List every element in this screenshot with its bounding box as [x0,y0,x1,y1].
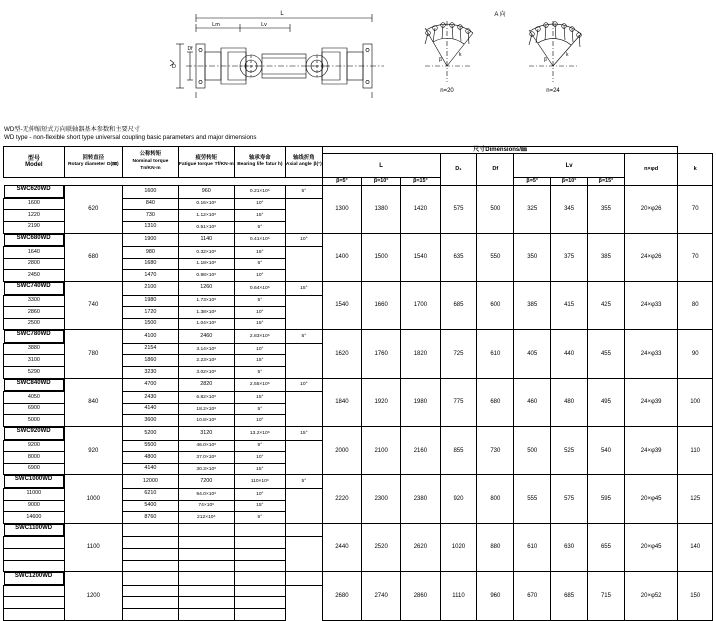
cell-axial-angle [234,608,285,620]
cell-bearing-life: 46.0×10⁶ [178,440,234,452]
cell-k: 140 [678,523,713,571]
cell-bearing-life [178,608,234,620]
cell-bearing-life: 94.0×10⁶ [178,489,234,501]
cell-bearing-life: 110×10⁶ [234,475,285,489]
cell-Lv-beta10: 345 [551,185,588,233]
cell-axial-angle [285,572,322,586]
cell-Lv-beta5: 350 [514,233,551,281]
cell-axial-angle: 15° [234,210,285,222]
cell-nominal-torque: 4100 [122,330,178,344]
cell-rotary-diameter: 1000 [64,475,122,523]
cell-fatigue-torque [178,572,234,586]
cell-model: SWC740WD [4,282,64,295]
cell-nxd: 20×φ26 [624,185,678,233]
cell-Lv-beta15: 595 [588,475,625,523]
cell-bearing-life: 1.04×10⁶ [178,318,234,330]
cell-L-beta10: 1500 [362,233,401,281]
cell-L-beta15: 2380 [401,475,440,523]
cell-model: SWC1200WD [4,572,64,585]
cell-bearing-life: 13.2×10⁶ [234,427,285,441]
header-Lv-beta15: β=15° [588,178,625,186]
svg-text:Df: Df [187,46,193,52]
cell-bearing-life: 2.55×10⁶ [234,378,285,392]
cell-nominal-torque [122,572,178,586]
header-Lv: Lv [514,154,625,178]
cell-bearing-life [178,597,234,609]
header-L-beta10: β=10° [362,178,401,186]
cell-k: 70 [678,185,713,233]
cell-Df: 500 [477,185,514,233]
cell-L-beta5: 1620 [322,330,361,378]
cell-model: SWC840WD [4,379,64,392]
cell-rotary-diameter: 620 [64,185,122,233]
cell-bearing-life: 1.12×10⁶ [178,210,234,222]
cell-model: SWC920WD [4,427,64,440]
cell-bearing-life: 0.98×10⁶ [178,270,234,282]
cell-L-beta5: 2000 [322,427,361,475]
svg-text:β: β [439,57,442,63]
cell-L-beta15: 1820 [401,330,440,378]
cell-axial-angle: 10° [285,378,322,392]
cell-nominal-torque: 9000 [4,500,65,512]
cell-L-beta15: 1980 [401,378,440,426]
cell-fatigue-torque: 980 [122,247,178,259]
cell-nxd: 20×φ45 [624,475,678,523]
cell-bearing-life: 74×10⁶ [178,500,234,512]
cell-fatigue-torque [122,560,178,572]
cell-D1: 575 [440,185,477,233]
cell-bearing-life: 2.23×10⁶ [178,355,234,367]
cell-bearing-life [234,523,285,537]
cell-nxd: 20×φ45 [624,523,678,571]
cell-bearing-life [178,548,234,560]
cell-fatigue-torque: 1680 [122,258,178,270]
svg-text:Lm: Lm [212,22,220,28]
cell-rotary-diameter: 1100 [64,523,122,571]
cell-Lv-beta15: 455 [588,330,625,378]
cell-nxd: 24×φ33 [624,330,678,378]
cell-Lv-beta10: 685 [551,572,588,620]
cell-axial-angle [234,597,285,609]
cell-axial-angle: 5° [234,403,285,415]
cell-bearing-life: 212×10⁶ [178,512,234,524]
cell-nominal-torque: 3100 [4,355,65,367]
cell-D1: 685 [440,281,477,329]
cell-model: SWC1000WD [4,475,64,488]
cell-model: SWC1100WD [4,524,64,537]
cell-nominal-torque: 5290 [4,367,65,379]
header-axial-angle: 轴线折角 Axial angle β(°) [285,147,322,178]
cell-D1: 1110 [440,572,477,620]
cell-fatigue-torque [178,523,234,537]
cell-nominal-torque: 8000 [4,452,65,464]
cell-nominal-torque: 9200 [4,440,65,452]
cell-fatigue-torque [122,585,178,597]
cell-Lv-beta5: 405 [514,330,551,378]
cell-bearing-life [178,537,234,549]
cell-k: 150 [678,572,713,620]
cell-axial-angle: 15° [234,500,285,512]
cell-Lv-beta5: 500 [514,427,551,475]
cell-L-beta15: 2160 [401,427,440,475]
cell-Lv-beta15: 495 [588,378,625,426]
cell-axial-angle: 10° [285,233,322,247]
cell-nominal-torque: 2190 [4,221,65,233]
cell-L-beta15: 1700 [401,281,440,329]
header-k: k [678,154,713,185]
cell-bearing-life: 2.83×10⁶ [234,330,285,344]
table-row [4,233,713,247]
header-bearing-life: 轴承寿命 Bearing life fatur h) [234,147,285,178]
cell-axial-angle: 5° [285,330,322,344]
header-nominal-torque: 公称转矩 Nominal torque Tn/KN·m [122,147,178,178]
cell-axial-angle: 10° [234,307,285,319]
cell-axial-angle: 5° [285,475,322,489]
cell-L-beta5: 1540 [322,281,361,329]
cell-D1: 775 [440,378,477,426]
cell-nominal-torque: 1600 [122,185,178,198]
header-D1: D₁ [440,154,477,185]
cell-axial-angle [285,523,322,537]
cell-nominal-torque [4,560,65,572]
cell-D1: 635 [440,233,477,281]
cell-axial-angle: 5° [285,185,322,198]
header-L: L [322,154,440,178]
cell-Lv-beta15: 425 [588,281,625,329]
cell-Lv-beta10: 575 [551,475,588,523]
cell-fatigue-torque: 1310 [122,221,178,233]
cell-fatigue-torque: 1260 [178,281,234,295]
cell-fatigue-torque: 730 [122,210,178,222]
cell-fatigue-torque: 2154 [122,343,178,355]
cell-nominal-torque: 4050 [4,392,65,404]
cell-nominal-torque: 5000 [4,415,65,427]
cell-L-beta5: 2220 [322,475,361,523]
cell-axial-angle: 10° [234,489,285,501]
cell-nominal-torque [4,548,65,560]
cell-nominal-torque: 2800 [4,258,65,270]
header-nxd: n×φd [624,154,678,185]
cell-axial-angle: 10° [234,415,285,427]
cell-fatigue-torque: 1140 [178,233,234,247]
cell-rotary-diameter: 920 [64,427,122,475]
cell-bearing-life: 18.2×10⁶ [178,403,234,415]
cell-axial-angle [234,537,285,549]
cell-fatigue-torque: 4800 [122,452,178,464]
cell-L-beta10: 1920 [362,378,401,426]
cell-nominal-torque [122,523,178,537]
cell-Df: 680 [477,378,514,426]
cell-Lv-beta10: 440 [551,330,588,378]
cell-fatigue-torque: 6210 [122,489,178,501]
header-Lv-beta10: β=10° [551,178,588,186]
cell-Df: 730 [477,427,514,475]
cell-fatigue-torque: 2460 [178,330,234,344]
cell-L-beta10: 2520 [362,523,401,571]
table-body [4,185,713,620]
cell-nominal-torque: 2500 [4,318,65,330]
svg-text:A 向: A 向 [494,12,506,18]
table-row [4,378,713,392]
cell-Lv-beta10: 525 [551,427,588,475]
cell-Lv-beta15: 385 [588,233,625,281]
cell-L-beta10: 2100 [362,427,401,475]
cell-axial-angle: 15° [234,318,285,330]
cell-Lv-beta5: 670 [514,572,551,620]
cell-Lv-beta10: 415 [551,281,588,329]
cell-bearing-life: 0.32×10⁶ [178,247,234,259]
technical-drawing [0,0,716,124]
cell-nominal-torque: 2450 [4,270,65,282]
svg-text:k: k [459,52,462,58]
cell-axial-angle: 5° [234,221,285,233]
cell-Lv-beta10: 375 [551,233,588,281]
cell-bearing-life: 3.02×10⁶ [178,367,234,379]
cell-L-beta5: 2440 [322,523,361,571]
cell-D1: 1020 [440,523,477,571]
cell-nxd: 24×φ39 [624,427,678,475]
cell-nominal-torque: 1900 [122,233,178,247]
cell-L-beta15: 2620 [401,523,440,571]
header-fatigue-torque: 疲劳转矩 Fatigue torque Tf/KN·m [178,147,234,178]
cell-axial-angle: 5° [234,295,285,307]
cell-nominal-torque [4,537,65,549]
cell-axial-angle: 5° [234,440,285,452]
svg-text:β: β [544,57,547,63]
header-dimensions: 尺寸Dimensions/㎜ [322,147,678,154]
cell-L-beta10: 1760 [362,330,401,378]
cell-axial-angle [234,585,285,597]
cell-Lv-beta5: 555 [514,475,551,523]
cell-axial-angle: 10° [234,198,285,210]
cell-L-beta15: 1540 [401,233,440,281]
cell-Lv-beta15: 715 [588,572,625,620]
cell-L-beta5: 2680 [322,572,361,620]
svg-text:D: D [172,64,176,70]
cell-fatigue-torque: 2430 [122,392,178,404]
cell-Lv-beta15: 540 [588,427,625,475]
cell-axial-angle: 15° [234,463,285,475]
cell-axial-angle: 5° [234,367,285,379]
cell-bearing-life: 0.16×10⁶ [178,198,234,210]
cell-rotary-diameter: 740 [64,281,122,329]
cell-model: SWC680WD [4,234,64,247]
cell-k: 125 [678,475,713,523]
cell-Df: 880 [477,523,514,571]
cell-nominal-torque [4,597,65,609]
cell-nominal-torque: 12000 [122,475,178,489]
cell-fatigue-torque: 3120 [178,427,234,441]
header-L-beta15: β=15° [401,178,440,186]
cell-L-beta5: 1840 [322,378,361,426]
cell-L-beta10: 2740 [362,572,401,620]
cell-L-beta10: 1660 [362,281,401,329]
cell-fatigue-torque: 5500 [122,440,178,452]
cell-model: SWC780WD [4,330,64,343]
cell-Lv-beta15: 355 [588,185,625,233]
cell-Lv-beta10: 480 [551,378,588,426]
header-model: 型号 Model [4,147,65,178]
cell-D1: 920 [440,475,477,523]
cell-Lv-beta5: 610 [514,523,551,571]
table-row [4,281,713,295]
cell-fatigue-torque: 8760 [122,512,178,524]
cell-axial-angle: 10° [234,270,285,282]
cell-nxd: 24×φ39 [624,378,678,426]
svg-text:k: k [566,52,569,58]
cell-axial-angle: 5° [234,258,285,270]
cell-nxd: 20×φ52 [624,572,678,620]
cell-Df: 600 [477,281,514,329]
cell-axial-angle: 15° [234,355,285,367]
cell-fatigue-torque: 3230 [122,367,178,379]
cell-fatigue-torque [122,537,178,549]
cell-L-beta10: 1380 [362,185,401,233]
header-Df: Df [477,154,514,185]
cell-k: 110 [678,427,713,475]
cell-bearing-life: 0.64×10⁶ [234,281,285,295]
cell-bearing-life: 6.82×10⁶ [178,392,234,404]
svg-text:L: L [280,11,284,17]
header-Lv-beta5: β=5° [514,178,551,186]
svg-text:n=24: n=24 [546,88,560,94]
cell-D1: 725 [440,330,477,378]
cell-axial-angle: 5° [234,512,285,524]
table-row [4,572,713,586]
caption-cn: WD型-无伸缩短式万向联轴器基本参数和主要尺寸 [4,126,141,133]
cell-nominal-torque [4,585,65,597]
cell-nominal-torque: 6900 [4,403,65,415]
cell-bearing-life: 10.8×10⁶ [178,415,234,427]
cell-k: 80 [678,281,713,329]
cell-Lv-beta5: 325 [514,185,551,233]
drawing-svg [0,0,716,124]
cell-bearing-life: 1.18×10⁶ [178,258,234,270]
cell-axial-angle: 15° [285,427,322,441]
cell-rotary-diameter: 1200 [64,572,122,620]
cell-fatigue-torque: 1860 [122,355,178,367]
cell-bearing-life: 37.0×10⁶ [178,452,234,464]
cell-fatigue-torque: 7200 [178,475,234,489]
svg-text:Lv: Lv [261,22,267,28]
cell-fatigue-torque: 2820 [178,378,234,392]
cell-fatigue-torque: 960 [178,185,234,198]
cell-bearing-life: 0.51×10⁶ [178,221,234,233]
cell-k: 100 [678,378,713,426]
cell-fatigue-torque [122,608,178,620]
cell-axial-angle: 15° [234,392,285,404]
caption-en: WD type - non-flexible short type universal coupling basic parameters and major dimensions [4,133,257,141]
cell-Df: 800 [477,475,514,523]
cell-k: 70 [678,233,713,281]
cell-fatigue-torque: 5400 [122,500,178,512]
specifications-table [3,146,713,621]
header-rotary-diameter: 回转直径 Rotary diameter D(㎜) [64,147,122,178]
cell-Lv-beta10: 630 [551,523,588,571]
cell-nominal-torque: 6900 [4,463,65,475]
cell-fatigue-torque [122,548,178,560]
cell-nominal-torque [4,608,65,620]
cell-nominal-torque: 3300 [4,295,65,307]
cell-Lv-beta15: 655 [588,523,625,571]
cell-L-beta10: 2300 [362,475,401,523]
cell-bearing-life: 0.41×10⁶ [234,233,285,247]
cell-fatigue-torque: 1980 [122,295,178,307]
cell-rotary-diameter: 680 [64,233,122,281]
cell-fatigue-torque [122,597,178,609]
cell-model: SWC620WD [4,185,64,198]
cell-D1: 855 [440,427,477,475]
cell-rotary-diameter: 780 [64,330,122,378]
table-row [4,427,713,441]
cell-bearing-life: 3.14×10⁶ [178,343,234,355]
cell-Df: 960 [477,572,514,620]
cell-nominal-torque: 5200 [122,427,178,441]
cell-fatigue-torque: 3600 [122,415,178,427]
cell-axial-angle: 10° [234,452,285,464]
cell-bearing-life: 0.21×10⁶ [234,185,285,198]
cell-nominal-torque: 1640 [4,247,65,259]
cell-bearing-life: 1.38×10⁶ [178,307,234,319]
cell-axial-angle: 15° [234,247,285,259]
cell-nominal-torque: 1220 [4,210,65,222]
table-row [4,475,713,489]
cell-nominal-torque: 2860 [4,307,65,319]
cell-L-beta15: 1420 [401,185,440,233]
table-row [4,185,713,198]
cell-nominal-torque: 11000 [4,489,65,501]
cell-axial-angle [234,548,285,560]
header-L-beta5: β=5° [322,178,361,186]
cell-nominal-torque: 3880 [4,343,65,355]
figure-caption [4,126,256,141]
cell-bearing-life: 1.73×10⁶ [178,295,234,307]
cell-nominal-torque: 2100 [122,281,178,295]
cell-fatigue-torque: 1500 [122,318,178,330]
cell-Df: 610 [477,330,514,378]
cell-L-beta5: 1300 [322,185,361,233]
cell-bearing-life [178,585,234,597]
cell-L-beta15: 2860 [401,572,440,620]
cell-Lv-beta5: 460 [514,378,551,426]
cell-nominal-torque: 14600 [4,512,65,524]
cell-fatigue-torque: 1720 [122,307,178,319]
cell-bearing-life: 30.3×10⁶ [178,463,234,475]
cell-nominal-torque: 4700 [122,378,178,392]
cell-axial-angle [234,560,285,572]
cell-bearing-life [178,560,234,572]
cell-axial-angle: 15° [285,281,322,295]
cell-nxd: 24×φ33 [624,281,678,329]
cell-fatigue-torque: 4140 [122,463,178,475]
cell-Lv-beta5: 385 [514,281,551,329]
cell-Df: 550 [477,233,514,281]
table-row [4,330,713,344]
cell-bearing-life [234,572,285,586]
cell-rotary-diameter: 840 [64,378,122,426]
cell-fatigue-torque: 1470 [122,270,178,282]
cell-nxd: 24×φ26 [624,233,678,281]
cell-fatigue-torque: 840 [122,198,178,210]
cell-L-beta5: 1400 [322,233,361,281]
cell-axial-angle: 10° [234,343,285,355]
table-row [4,523,713,537]
cell-nominal-torque: 1600 [4,198,65,210]
cell-fatigue-torque: 4140 [122,403,178,415]
svg-text:n=20: n=20 [440,88,454,94]
cell-k: 90 [678,330,713,378]
